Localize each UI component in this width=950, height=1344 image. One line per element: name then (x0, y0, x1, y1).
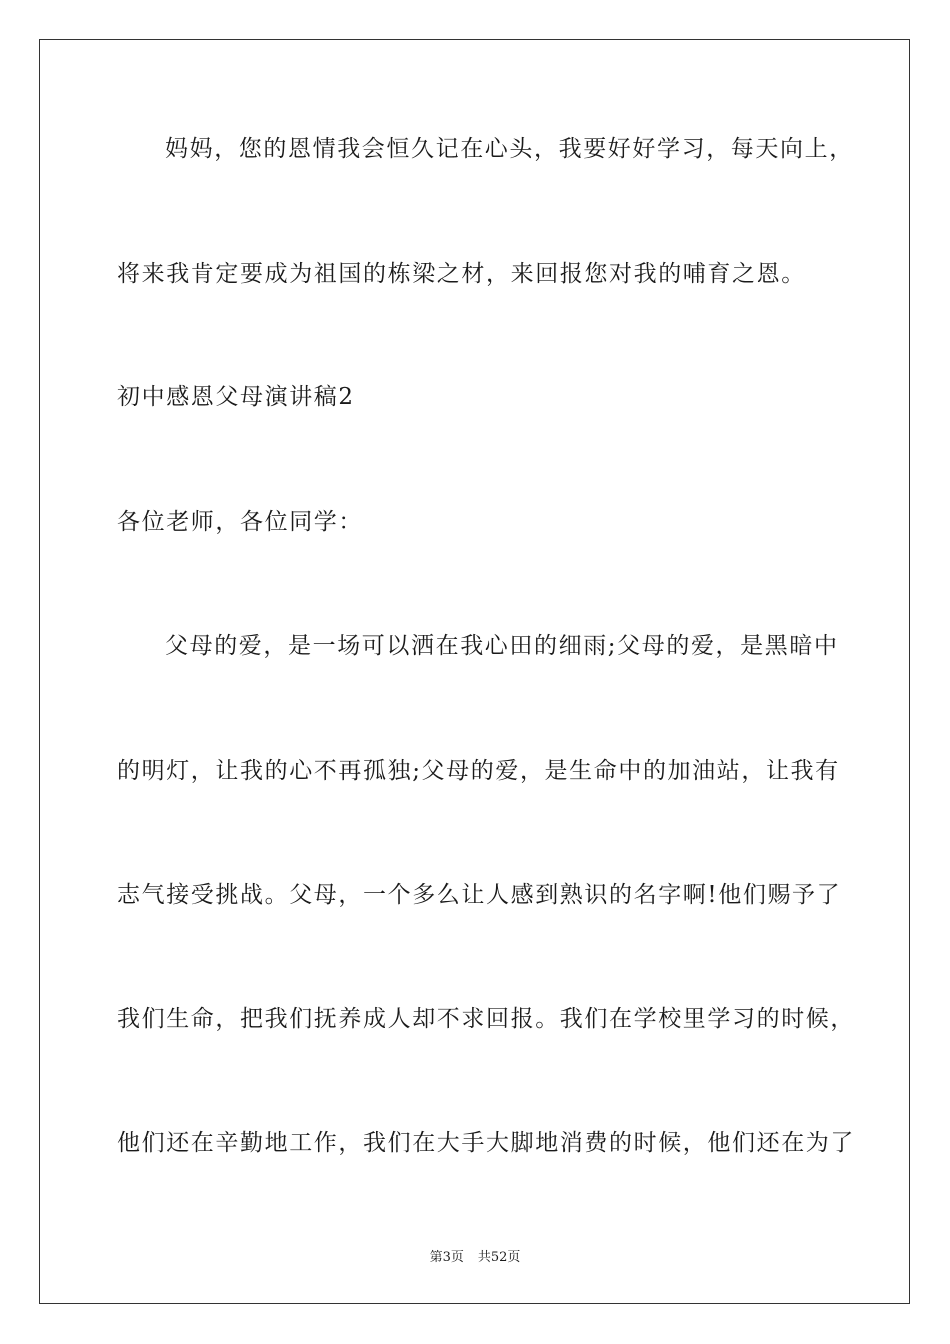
paragraph-line: 我们生命，把我们抚养成人却不求回报。我们在学校里学习的时候， (117, 1006, 855, 1032)
page-number: 第3页 (429, 1250, 464, 1265)
paragraph-line: 父母的爱，是一场可以洒在我心田的细雨;父母的爱，是黑暗中 (165, 633, 839, 659)
section-heading: 初中感恩父母演讲稿2 (117, 384, 355, 410)
page-footer (0, 1246, 950, 1265)
paragraph-line: 妈妈，您的恩情我会恒久记在心头，我要好好学习，每天向上， (165, 136, 854, 162)
total-pages: 共52页 (477, 1250, 521, 1265)
paragraph-line: 的明灯，让我的心不再孤独;父母的爱，是生命中的加油站，让我有 (117, 758, 840, 784)
paragraph-line: 他们还在辛勤地工作，我们在大手大脚地消费的时候，他们还在为了 (117, 1130, 855, 1156)
salutation: 各位老师，各位同学： (117, 509, 363, 535)
paragraph-line: 将来我肯定要成为祖国的栋梁之材，来回报您对我的哺育之恩。 (117, 261, 806, 287)
page-border (39, 39, 910, 1304)
paragraph-line: 志气接受挑战。父母，一个多么让人感到熟识的名字啊!他们赐予了 (117, 882, 842, 908)
